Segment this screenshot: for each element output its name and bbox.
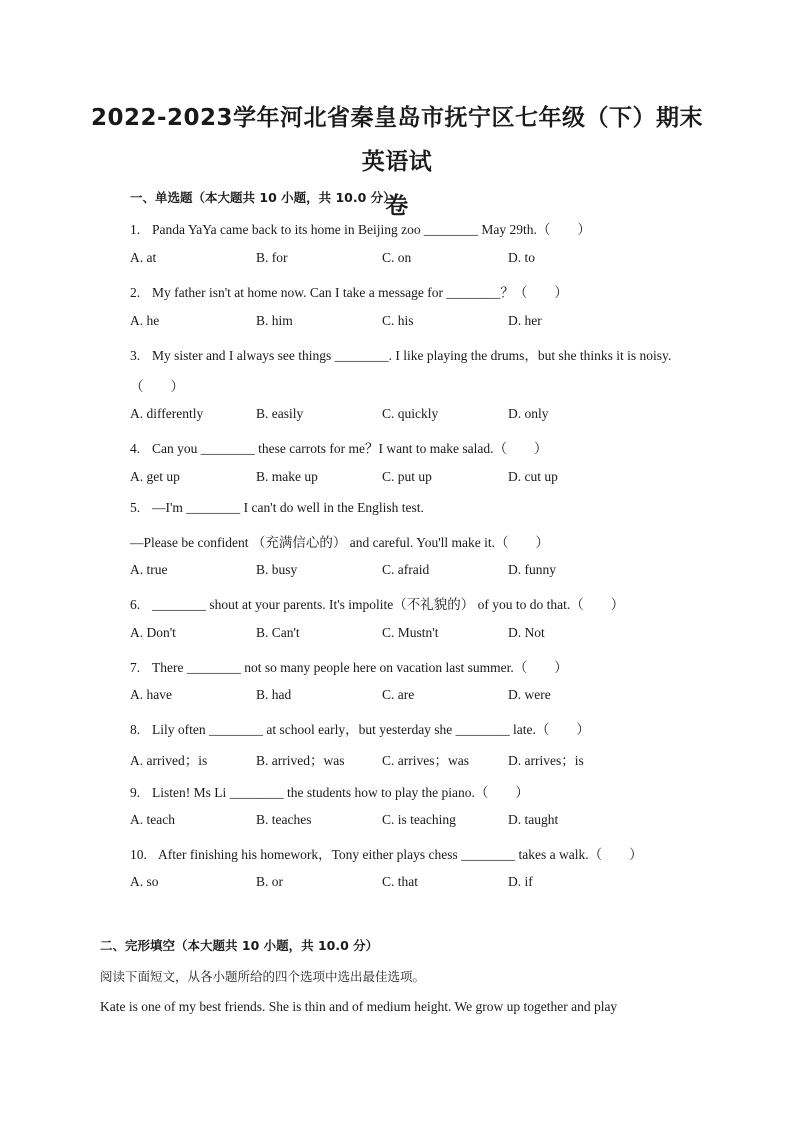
option-c: C. are [382, 687, 415, 702]
question-2 [130, 281, 568, 301]
question-text: ________ shout at your parents. It's impolite（不礼貌的） of you to do that.（ ） [152, 597, 625, 612]
section-note: （本大题共 10 小题，共 10.0 分） [175, 938, 379, 953]
option-b: B. him [256, 313, 293, 328]
option-d: D. to [508, 250, 535, 265]
question-3-continuation [130, 375, 184, 395]
exam-title [90, 96, 704, 228]
option-a: A. true [130, 562, 168, 577]
option-d: D. if [508, 874, 533, 889]
question-text: Panda YaYa came back to its home in Beijing zoo ________ May 29th.（ ） [152, 222, 591, 237]
question-8 [130, 718, 590, 738]
section-label: 一、单选题 [130, 190, 193, 205]
question-text-line-2: —Please be confident （充满信心的） and careful. You'll make it.（ ） [130, 535, 549, 550]
option-d: D. were [508, 687, 551, 702]
option-b: B. make up [256, 469, 318, 484]
option-b: B. for [256, 250, 288, 265]
question-5-continuation [130, 531, 549, 551]
question-text: —I'm ________ I can't do well in the English test. [152, 500, 424, 515]
option-d: D. only [508, 406, 549, 421]
question-text: My father isn't at home now. Can I take a message for ________？（ ） [152, 285, 568, 300]
question-number: 1. [130, 222, 141, 237]
question-number: 4. [130, 441, 141, 456]
option-c: C. put up [382, 469, 432, 484]
question-10 [130, 843, 643, 863]
option-a: A. arrived；is [130, 753, 208, 768]
option-d: D. her [508, 313, 542, 328]
option-a: A. so [130, 874, 159, 889]
question-6 [130, 593, 624, 613]
question-text: Listen! Ms Li ________ the students how to play the piano.（ ） [152, 785, 529, 800]
option-a: A. have [130, 687, 172, 702]
question-text: After finishing his homework，Tony either plays chess ________ takes a walk.（ ） [158, 847, 643, 862]
question-4 [130, 437, 548, 457]
option-c: C. his [382, 313, 414, 328]
section-label: 二、完形填空 [100, 938, 176, 953]
question-text: There ________ not so many people here on vacation last summer.（ ） [152, 660, 568, 675]
option-b: B. teaches [256, 812, 312, 827]
question-5 [130, 500, 424, 516]
option-c: C. afraid [382, 562, 430, 577]
question-7 [130, 656, 568, 676]
option-a: A. he [130, 313, 160, 328]
option-a: A. teach [130, 812, 175, 827]
section-heading-single-choice [130, 188, 396, 206]
question-number: 5. [130, 500, 141, 515]
question-number: 3. [130, 348, 141, 363]
option-d: D. cut up [508, 469, 558, 484]
cloze-instruction: 阅读下面短文，从各小题所给的四个选项中选出最佳选项。 [100, 969, 426, 984]
question-number: 2. [130, 285, 141, 300]
option-b: B. or [256, 874, 283, 889]
question-number: 9. [130, 785, 141, 800]
option-a: A. at [130, 250, 157, 265]
question-number: 7. [130, 660, 141, 675]
title-line-2: 卷 [385, 193, 409, 219]
option-d: D. Not [508, 625, 545, 640]
option-a: A. differently [130, 406, 204, 421]
question-9 [130, 781, 529, 801]
question-1 [130, 218, 591, 238]
option-b: B. had [256, 687, 292, 702]
option-c: C. arrives；was [382, 753, 469, 768]
question-3 [130, 344, 671, 364]
option-c: C. that [382, 874, 418, 889]
section-heading-cloze [100, 936, 378, 954]
question-number: 10. [130, 847, 147, 862]
option-c: C. is teaching [382, 812, 456, 827]
question-text: Lily often ________ at school early，but yesterday she ________ late.（ ） [152, 722, 590, 737]
option-d: D. arrives；is [508, 753, 584, 768]
cloze-passage-line-1: Kate is one of my best friends. She is thin and of medium height. We grow up together and play [100, 999, 618, 1014]
question-number: 6. [130, 597, 141, 612]
option-c: C. quickly [382, 406, 439, 421]
option-b: B. easily [256, 406, 304, 421]
question-number: 8. [130, 722, 141, 737]
option-a: A. get up [130, 469, 180, 484]
option-d: D. taught [508, 812, 559, 827]
option-b: B. Can't [256, 625, 300, 640]
option-c: C. on [382, 250, 412, 265]
section-note: （本大题共 10 小题，共 10.0 分） [192, 190, 396, 205]
question-text-line-2: （ ） [130, 379, 184, 394]
option-b: B. arrived；was [256, 753, 345, 768]
option-c: C. Mustn't [382, 625, 439, 640]
question-text: My sister and I always see things ________. I like playing the drums，but she thinks it is noisy. [152, 348, 672, 363]
title-line-1: 2022-2023学年河北省秦皇岛市抚宁区七年级（下）期末英语试 [90, 105, 704, 175]
question-text: Can you ________ these carrots for me？I want to make salad.（ ） [152, 441, 548, 456]
option-b: B. busy [256, 562, 298, 577]
option-a: A. Don't [130, 625, 176, 640]
option-d: D. funny [508, 562, 556, 577]
